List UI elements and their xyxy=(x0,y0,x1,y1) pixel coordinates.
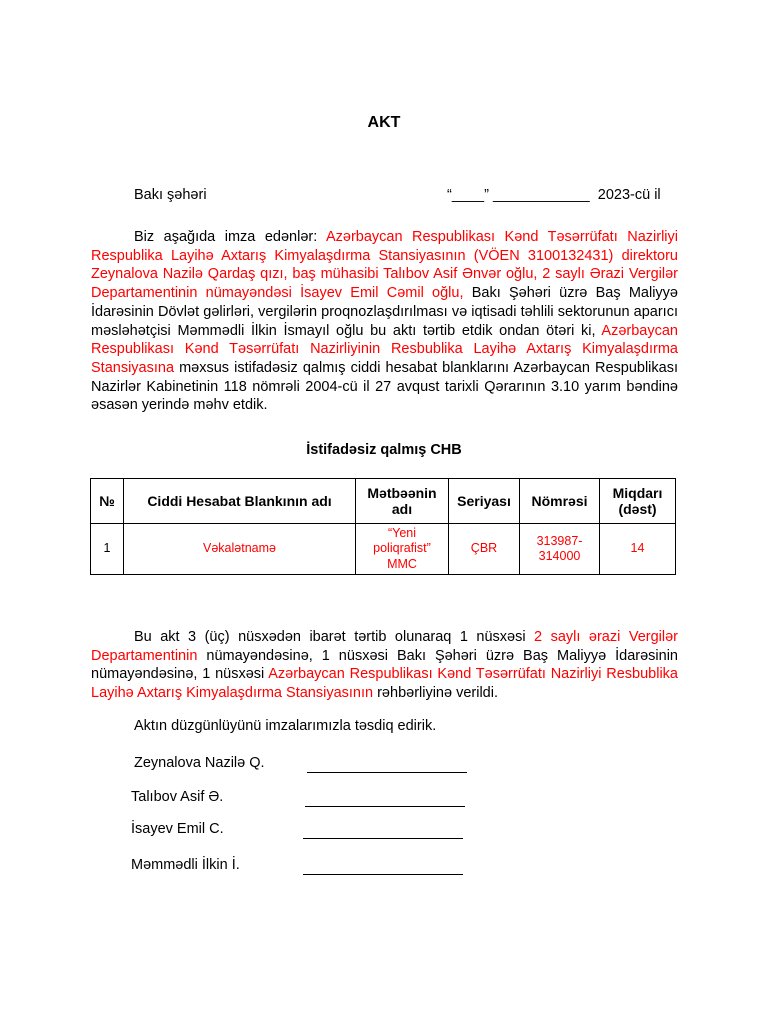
closing-highlight-2: Azərbaycan Respublikası Kənd Təsərrüfatı Nazirliyi Resbublika Layihə Axtarış Kimyalaşdırma Stansiyasının xyxy=(91,666,678,702)
closing-text-2: nümayəndəsinə, 1 nüsxəsi Bakı Şəhəri üzrə Baş Maliyyə İdarəsinin nümayəndəsinə, 1 nüsxəsi xyxy=(91,647,678,683)
signatory-name: İsayev Emil C. xyxy=(131,821,224,837)
city-label: Bakı şəhəri xyxy=(134,187,207,203)
cell-qty: 14 xyxy=(600,524,676,575)
signature-line xyxy=(303,838,463,839)
closing-highlight-1: 2 saylı ərazi Vergilər Departamentinin xyxy=(91,629,678,664)
signature-line xyxy=(303,874,463,875)
table-row xyxy=(91,524,676,575)
cell-series: ÇBR xyxy=(449,524,520,575)
table-header-row xyxy=(91,479,676,524)
intro-text-2: Bakı Şəhəri üzrə Baş Maliyyə İdarəsinin Dövlət gəlirləri, vergilərin proqnozlaşdırılması və iqtisadi təhlili sektorunun aparıcı məsləhətçisi Məmmədli İlkin İsmayıl oğlu bu aktı tərtib etdik ondan ötəri ki, xyxy=(91,285,678,339)
intro-text-3: məxsus istifadəsiz qalmış ciddi hesabat blanklarını Azərbaycan Respublikası Nazirlər Kabinetinin 118 nömrəli 2004-cü il 27 avqust tarixli Qərarının 3.10 yarım bəndinə əsasən yerində məhv etdik. xyxy=(91,359,678,414)
intro-text-1: Biz aşağıda imza edənlər: xyxy=(134,229,326,245)
closing-text-1: Bu akt 3 (üç) nüsxədən ibarət tərtib olunaraq 1 nüsxəsi xyxy=(134,629,535,645)
table-title: İstifadəsiz qalmış CHB xyxy=(306,442,462,458)
closing-text-3: rəhbərliyinə verildi. xyxy=(373,685,498,702)
cell-printer: “Yeni poliqrafist” MMC xyxy=(356,524,449,575)
cell-no: 1 xyxy=(91,524,124,575)
signature-line xyxy=(305,806,465,807)
document-title: AKT xyxy=(367,114,401,131)
signatory-name: Talıbov Asif Ə. xyxy=(131,789,224,805)
signatory-name: Zeynalova Nazilə Q. xyxy=(134,755,265,771)
col-header-no: № xyxy=(91,479,124,524)
intro-highlight-2: Azərbaycan Respublikası Kənd Təsərrüfatı Nazirliyinin Resbublika Layihə Axtarış Kimyalaşdırma Stansiyasına xyxy=(91,322,678,376)
intro-paragraph xyxy=(91,228,678,415)
cell-number: 313987-314000 xyxy=(520,524,600,575)
signature-line xyxy=(307,772,467,773)
cell-name: Vəkalətnamə xyxy=(124,524,356,575)
col-header-number: Nömrəsi xyxy=(520,479,600,524)
col-header-series: Seriyası xyxy=(449,479,520,524)
col-header-qty: Miqdarı (dəst) xyxy=(600,479,676,524)
chb-table xyxy=(90,478,676,575)
col-header-name: Ciddi Hesabat Blankının adı xyxy=(124,479,356,524)
date-line: “____” ____________ 2023-cü il xyxy=(447,187,661,203)
confirmation-text: Aktın düzgünlüyünü imzalarımızla təsdiq edirik. xyxy=(134,718,437,734)
closing-paragraph xyxy=(91,628,678,703)
intro-highlight-1: Azərbaycan Respublikası Kənd Təsərrüfatı Nazirliyi Respublika Layihə Axtarış Kimyalaşdırma Stansiyasının (VÖEN 3100132431) direktoru Zeynalova Nazilə Qardaş qızı, baş mühasibi Talıbov Asif Ənvər oğlu, 2 saylı Ərazi Vergilər Departamentinin nümayəndəsi İsayev Emil Cəmil oğlu, xyxy=(91,229,678,302)
col-header-printer: Mətbəənin adı xyxy=(356,479,449,524)
signatory-name: Məmmədli İlkin İ. xyxy=(131,857,240,873)
